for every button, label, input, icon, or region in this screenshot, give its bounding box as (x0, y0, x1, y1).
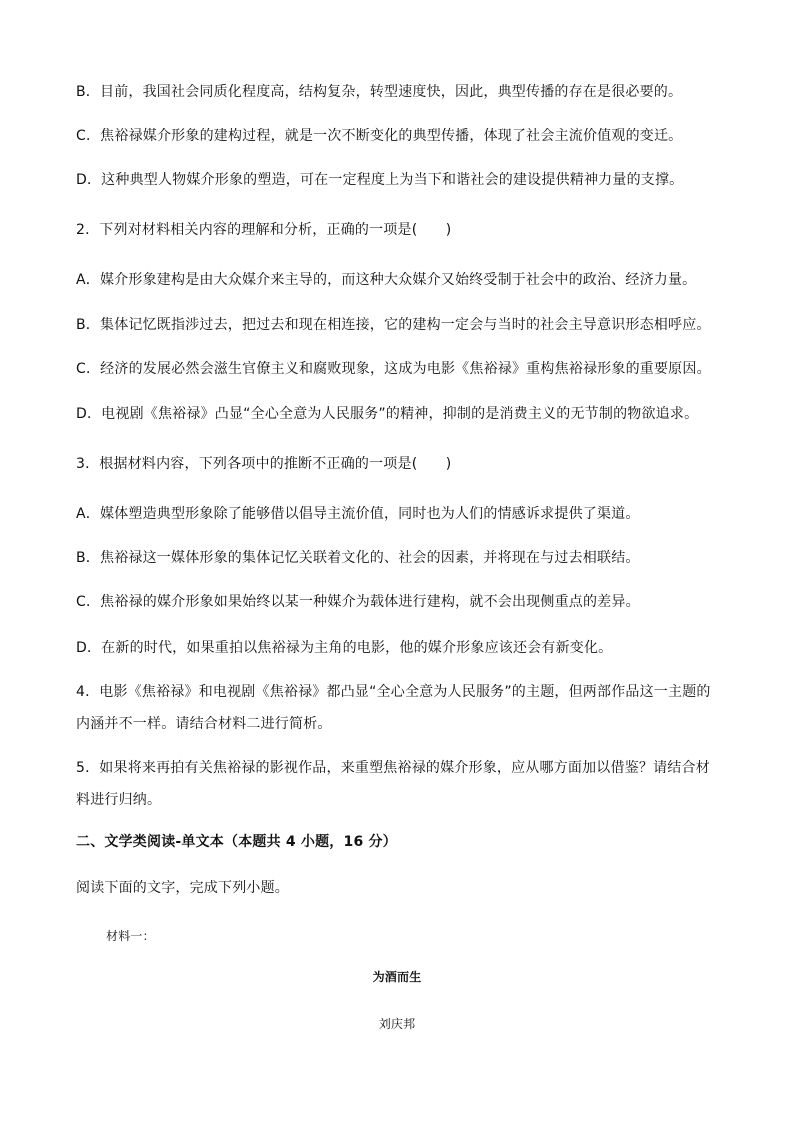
section2-heading: 二、文学类阅读-单文本（本题共 4 小题，16 分） (76, 834, 397, 850)
q3-option-b: B．焦裕禄这一媒体形象的集体记忆关联着文化的、社会的因素，并将现在与过去相联结。 (76, 550, 640, 566)
q3-option-d: D．在新的时代，如果重拍以焦裕禄为主角的电影，他的媒介形象应该还会有新变化。 (76, 640, 613, 656)
q2-option-d: D．电视剧《焦裕禄》凸显“全心全意为人民服务”的精神，抑制的是消费主义的无节制的物欲追求。 (76, 406, 699, 422)
q4-text: 4．电影《焦裕禄》和电视剧《焦裕禄》都凸显“全心全意为人民服务”的主题，但两部作品这一主题的内涵并不一样。请结合材料二进行简析。 (76, 684, 711, 732)
article-author: 刘庆邦 (378, 1017, 416, 1031)
q5-text: 5．如果将来再拍有关焦裕禄的影视作品，来重塑焦裕禄的媒介形象，应从哪方面加以借鉴？请结合材料进行归纳。 (76, 760, 710, 808)
material-label: 材料一： (106, 929, 155, 943)
q2-option-c: C．经济的发展必然会滋生官僚主义和腐败现象，这成为电影《焦裕禄》重构焦裕禄形象的重要原因。 (76, 361, 711, 377)
q3-option-c: C．焦裕禄的媒介形象如果始终以某一种媒介为载体进行建构，就不会出现侧重点的差异。 (76, 594, 640, 610)
q2-stem: 2．下列对材料相关内容的理解和分析，正确的一项是( ) (76, 222, 452, 238)
section2-instruction: 阅读下面的文字，完成下列小题。 (76, 880, 289, 896)
q3-option-a: A．媒体塑造典型形象除了能够借以倡导主流价值，同时也为人们的情感诉求提供了渠道。 (76, 506, 640, 522)
article-title: 为酒而生 (372, 970, 422, 984)
q1-option-c: C．焦裕禄媒介形象的建构过程，就是一次不断变化的典型传播，体现了社会主流价值观的变迁。 (76, 128, 683, 144)
q1-option-d: D．这种典型人物媒介形象的塑造，可在一定程度上为当下和谐社会的建设提供精神力量的支撑。 (76, 172, 684, 188)
q3-stem: 3．根据材料内容，下列各项中的推断不正确的一项是( ) (76, 456, 452, 472)
q1-option-b: B．目前，我国社会同质化程度高，结构复杂，转型速度快，因此，典型传播的存在是很必要的。 (76, 84, 683, 100)
q2-option-a: A．媒介形象建构是由大众媒介来主导的，而这种大众媒介又始终受制于社会中的政治、经济力量。 (76, 272, 697, 288)
q2-option-b: B．集体记忆既指涉过去，把过去和现在相连接，它的建构一定会与当时的社会主导意识形态相呼应。 (76, 317, 711, 333)
